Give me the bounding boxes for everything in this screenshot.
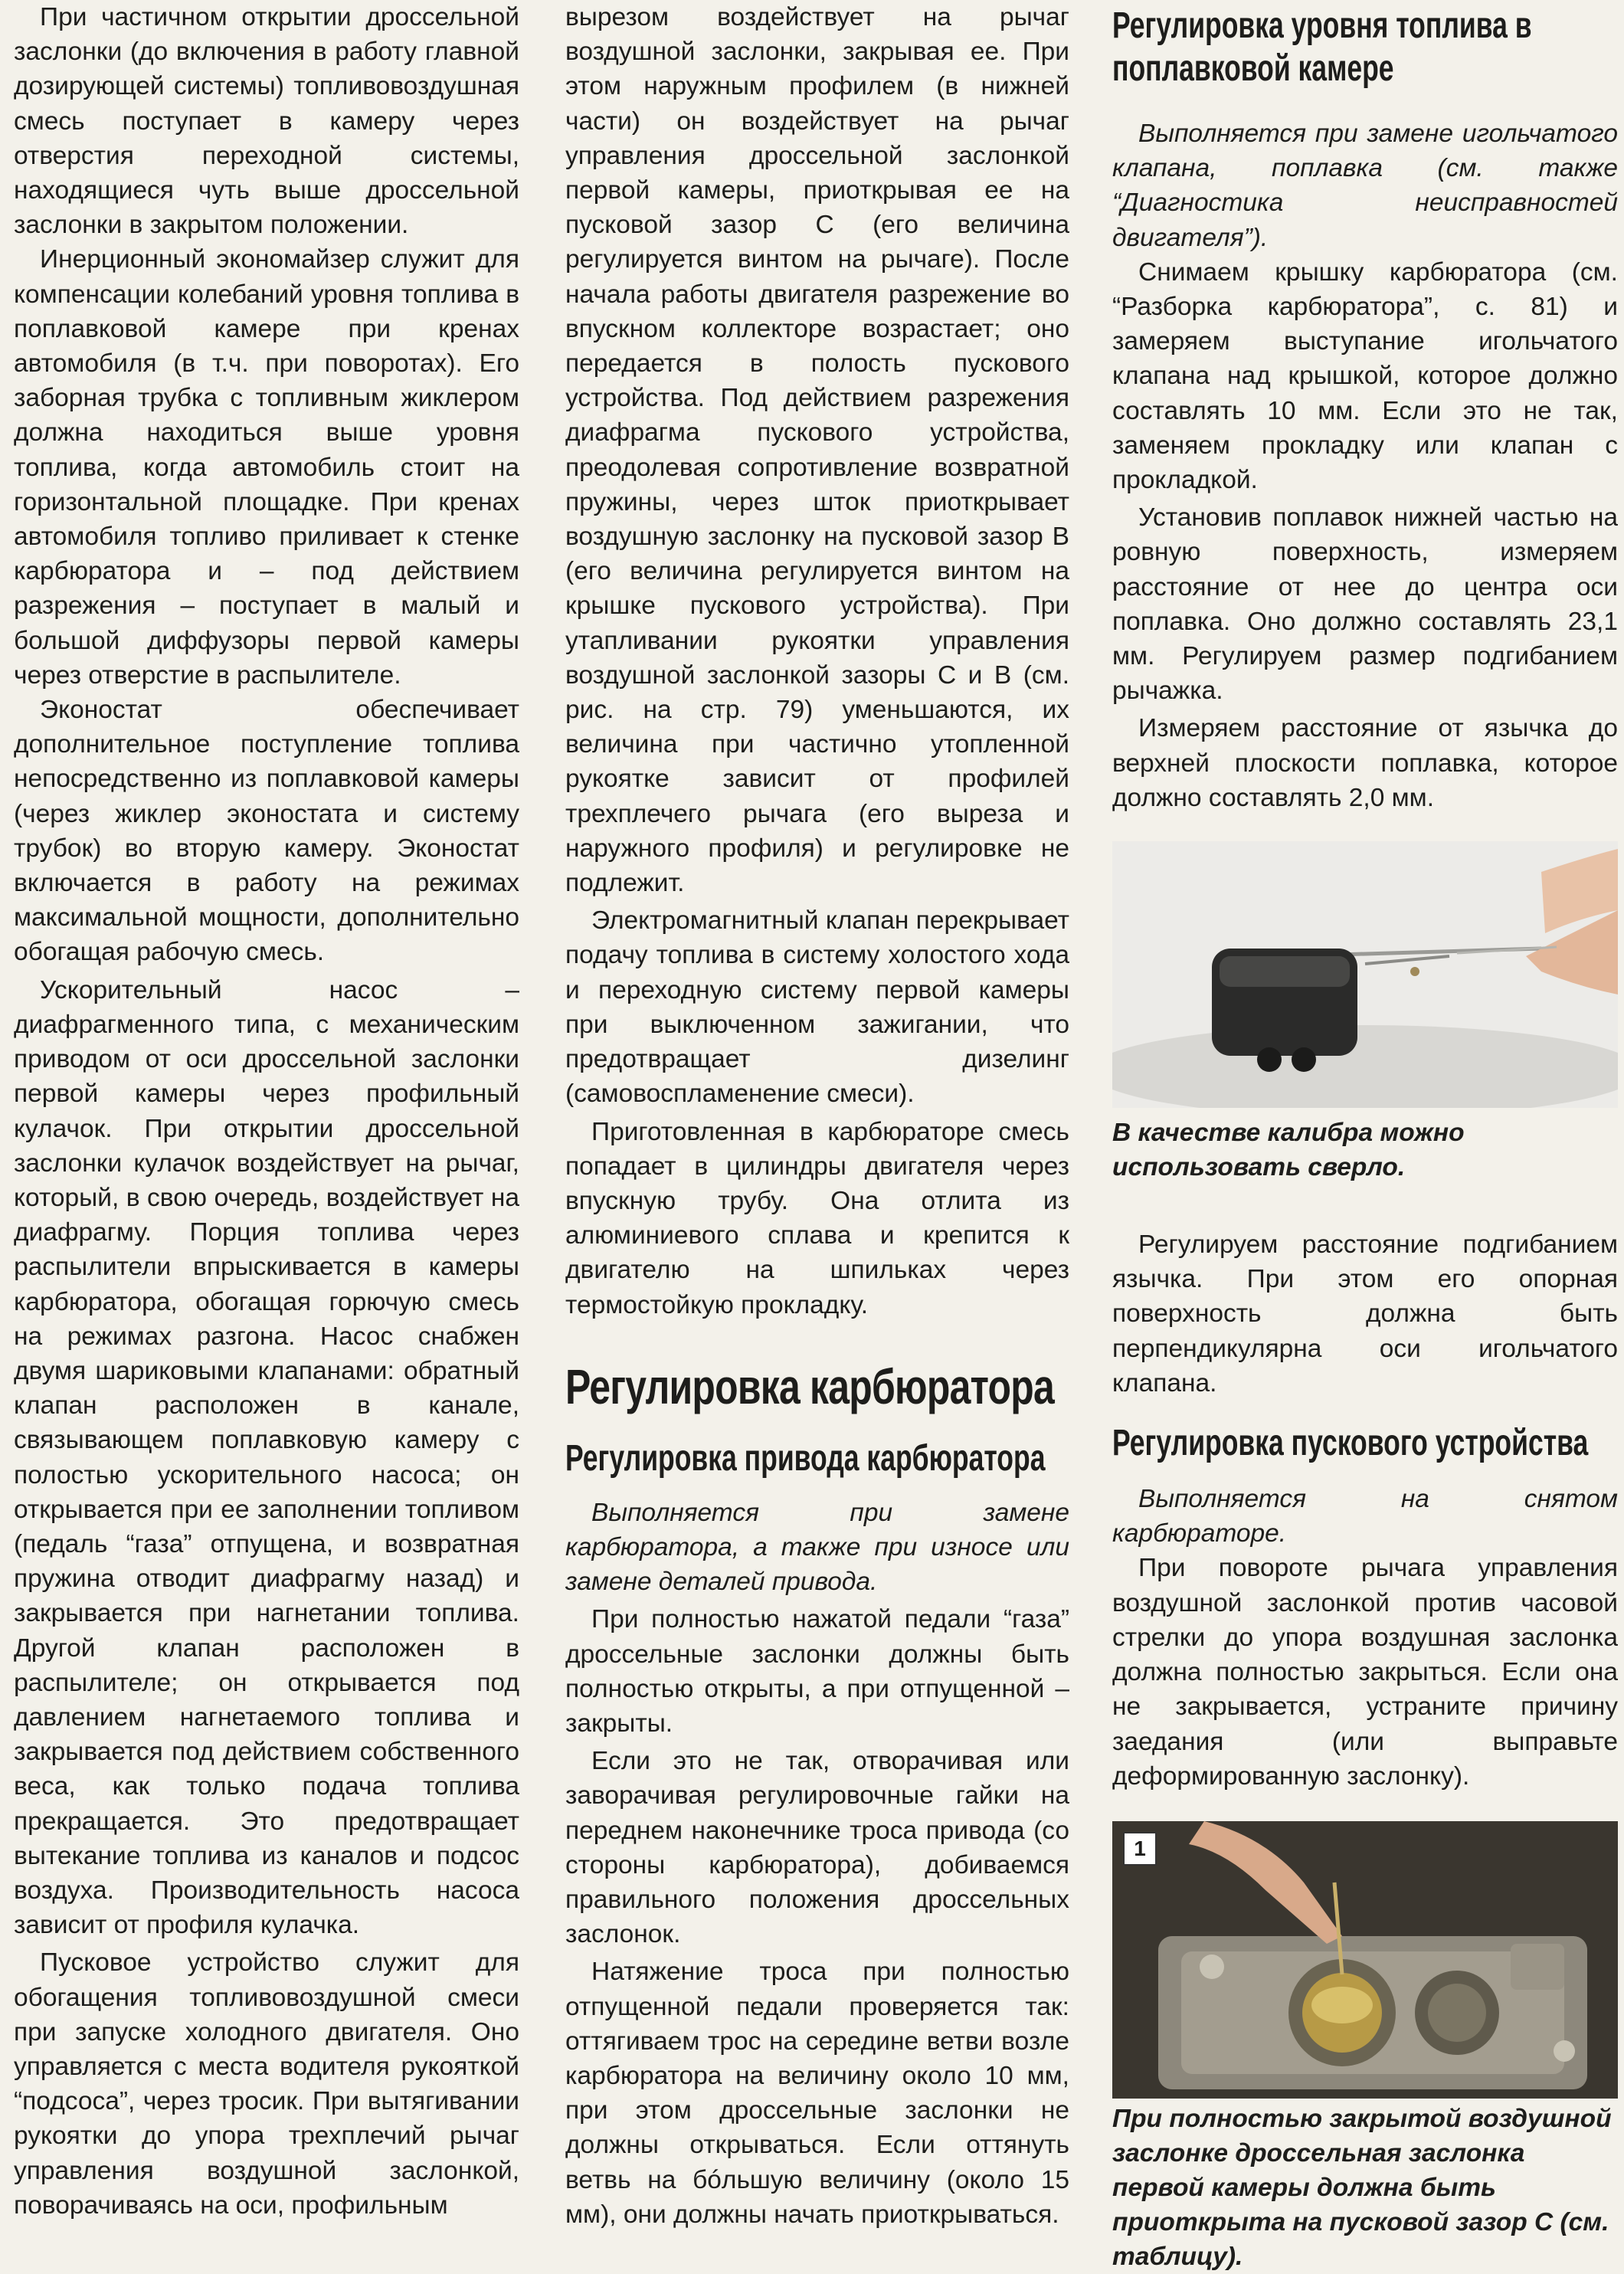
column-3 — [1112, 0, 1618, 2274]
carburetor-illustration — [1112, 1821, 1618, 2099]
float-gauge-photo — [1112, 841, 1618, 1108]
paragraph: Если это не так, отворачивая или заворачивая регулировочные гайки на переднем наконечнике троса привода (со стороны карбюратора), добиваемся правильного положения дроссельных заслонок. — [565, 1747, 1069, 1949]
photo-caption: В качестве калибра можно использовать сверло. — [1112, 1119, 1465, 1182]
paragraph: Натяжение троса при полностью отпущенной педали проверяется так: оттягиваем трос на середине ветви возле карбюратора на величину около 10 мм, при этом дроссельные заслонки не должны открываться. Если оттянуть ветвь на бóльшую величину (около 15 мм), они должны начать приоткрываться. — [565, 1958, 1069, 2229]
subsection-heading: Регулировка привода карбюратора — [565, 1437, 1046, 1479]
subsection-heading — [1112, 1422, 1599, 1465]
paragraph: Пусковое устройство служит для обогащения топливовоздушной смеси при запуске холодного двигателя. Оно управляется с места водителя рукояткой “подсоса”, через тросик. При вытягивании рукоятки до упора трехплечий рычаг управления воздушной заслонкой, поворачиваясь на оси, профильным — [14, 1948, 519, 2220]
italic-note: Выполняется при замене карбюратора, а также при износе или замене деталей привода. — [565, 1498, 1069, 1597]
column-1 — [14, 0, 519, 2223]
paragraph: Измеряем расстояние от язычка до верхней плоскости поплавка, которое должно составлять 2,0 мм. — [1112, 714, 1618, 812]
heading-text: Регулировка пускового устройства — [1112, 1423, 1589, 1464]
paragraph: При частичном открытии дроссельной заслонки (до включения в работу главной дозирующей системы) топливовоздушная смесь поступает в камеру через отверстия переходной системы, находящиеся чуть выше дроссельной заслонки в закрытом положении. — [14, 3, 519, 240]
paragraph: Электромагнитный клапан перекрывает подачу топлива в систему холостого хода и переходную систему первой камеры при выключенном зажигании, что предотвращает дизелинг (самовоспламенение смеси). — [565, 906, 1069, 1109]
photo-caption: При полностью закрытой воздушной заслонке дроссельная заслонка первой камеры должна быть приоткрыта на пусковой зазор С (см. таблицу). — [1112, 2104, 1612, 2271]
paragraph: Инерционный экономайзер служит для компенсации колебаний уровня топлива в поплавковой камере при кренах автомобиля (в т.ч. при поворотах). Его заборная трубка с топливным жиклером должна находиться выше уровня топлива, когда автомобиль стоит на горизонтальной площадке. При кренах автомобиля топливо приливает к стенке карбюратора и – под действием разрежения – поступает в малый и большой диффузоры первой камеры через отверстие в распылителе. — [14, 245, 519, 690]
paragraph: При полностью нажатой педали “газа” дроссельные заслонки должны быть полностью открыты, а при отпущенной – закрыты. — [565, 1605, 1069, 1738]
paragraph: вырезом воздействует на рычаг воздушной заслонки, закрывая ее. При этом наружным профилем (в нижней части) он воздействует на рычаг управления дроссельной заслонкой первой камеры, приоткрывая ее на пусковой зазор С (его величина регулируется винтом на рычаге). После начала работы двигателя разрежение во впускном коллекторе возрастает; оно передается в полость пускового устройства. Под действием разрежения диафрагма пускового устройства, преодолевая сопротивление возвратной пружины, через шток приоткрывает воздушную заслонку на пусковой зазор В (его величина регулируется винтом на крышке пускового устройства). При утапливании рукоятки управления воздушной заслонкой зазоры С и В (см. рис. на стр. 79) уменьшаются, их величина при частично утопленной рукоятке зависит от профилей трехплечего рычага (его выреза и наружного профиля) и регулировке не подлежит. — [565, 3, 1069, 898]
subsection-heading — [1112, 5, 1599, 90]
paragraph: Приготовленная в карбюраторе смесь попадает в цилиндры двигателя через впускную трубу. Она отлита из алюминиевого сплава и крепится к двигателю на шпильках через термостойкую прокладку. — [565, 1117, 1069, 1319]
heading-text: Регулировка уровня топлива в поплавковой камере — [1112, 5, 1532, 89]
paragraph: Регулируем расстояние подгибанием язычка. При этом его опорная поверхность должна быть перпендикулярна оси игольчатого клапана. — [1112, 1230, 1618, 1397]
italic-note: Выполняется при замене игольчатого клапана, поплавка (см. также “Диагностика неисправностей двигателя”). — [1112, 120, 1618, 252]
paragraph: Эконостат обеспечивает дополнительное поступление топлива непосредственно из поплавковой камеры (через жиклер эконостата и систему трубок) во вторую камеру. Эконостат включается в работу на режимах максимальной мощности, дополнительно обогащая рабочую смесь. — [14, 696, 519, 967]
photo-number: 1 — [1123, 1832, 1157, 1866]
paragraph: При повороте рычага управления воздушной заслонкой против часовой стрелки до упора воздушная заслонка должна полностью закрыться. Если она не закрывается, устраните причину заедания (или выправьте деформированную заслонку). — [1112, 1554, 1618, 1791]
carburetor-photo — [1112, 1821, 1618, 2099]
float-gauge-illustration — [1112, 841, 1618, 1108]
italic-note: Выполняется на снятом карбюраторе. — [1112, 1485, 1618, 1548]
paragraph: Установив поплавок нижней частью на ровную поверхность, измеряем расстояние от нее до центра оси поплавка. Оно должно составлять 23,1 мм. Регулируем размер подгибанием рычажка. — [1112, 503, 1618, 706]
column-2 — [565, 0, 1069, 2232]
section-heading: Регулировка карбюратора — [565, 1358, 1054, 1414]
paragraph: Снимаем крышку карбюратора (см. “Разборка карбюратора”, с. 81) и замеряем выступание игольчатого клапана над крышкой, которое должно составлять 10 мм. Если это не так, заменяем прокладку или клапан с прокладкой. — [1112, 257, 1618, 495]
paragraph: Ускорительный насос – диафрагменного типа, с механическим приводом от оси дроссельной заслонки первой камеры через профильный кулачок. При открытии дроссельной заслонки кулачок воздействует на рычаг, который, в свою очередь, воздействует на диафрагму. Порция топлива через распылители впрыскивается в камеры карбюратора, обогащая горючую смесь на режимах разгона. Насос снабжен двумя шариковыми клапанами: обратный клапан расположен в канале, связывающем поплавковую камеру с полостью ускорительного насоса; он открывается при ее заполнении топливом (педаль “газа” отпущена, и возвратная пружина отводит диафрагму назад) и закрывается при нагнетании топлива. Другой клапан расположен в распылителе; он открывается под давлением нагнетаемого топлива и закрывается под действием собственного веса, как только подача топлива прекращается. Это предотвращает вытекание топлива из каналов и подсос воздуха. Производительность насоса зависит от профиля кулачка. — [14, 975, 519, 1940]
